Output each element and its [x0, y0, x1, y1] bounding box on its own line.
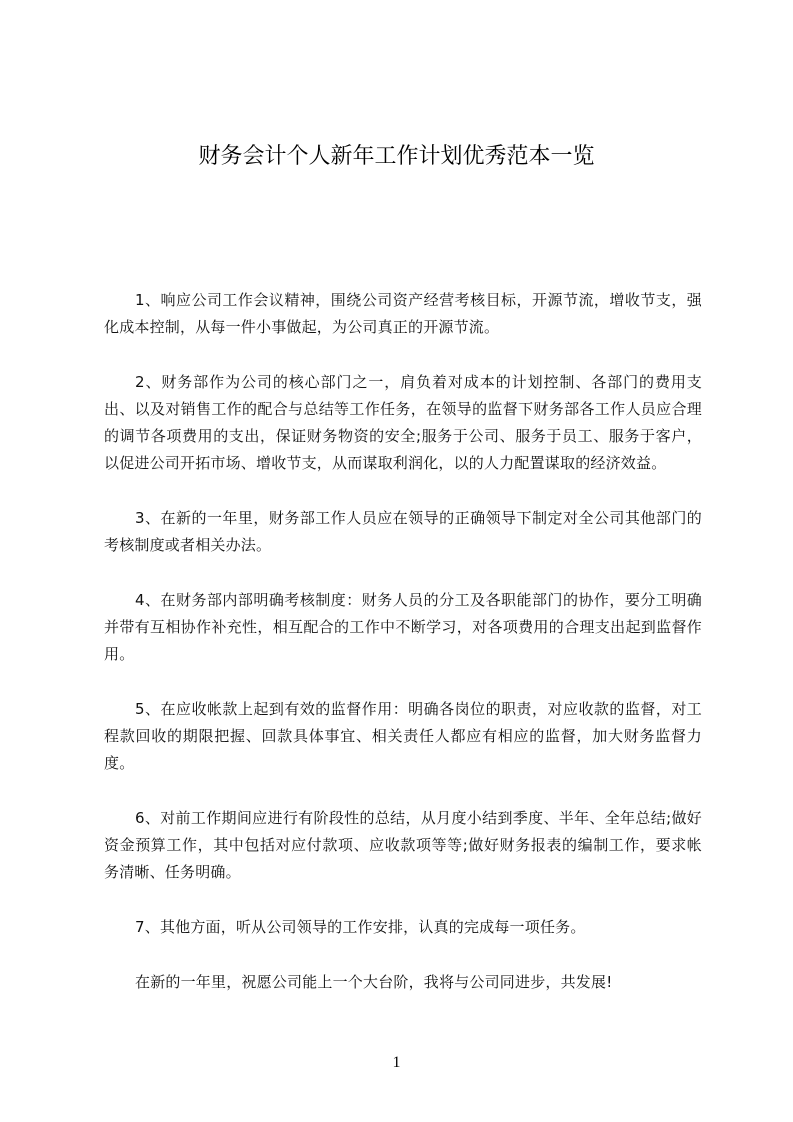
- document-title: 财务会计个人新年工作计划优秀范本一览: [198, 144, 595, 169]
- paragraph-6: 6、对前工作期间应进行有阶段性的总结，从月度小结到季度、半年、全年总结;做好资金预算工作，其中包括对应付款项、应收款项等等;做好财务报表的编制工作，要求帐务清晰、任务明确。: [104, 809, 702, 881]
- paragraph-7: 7、其他方面，听从公司领导的工作安排，认真的完成每一项任务。: [135, 918, 586, 936]
- paragraph-2: 2、财务部作为公司的核心部门之一，肩负着对成本的计划控制、各部门的费用支出、以及对销售工作的配合与总结等工作任务，在领导的监督下财务部各工作人员应合理的调节各项费用的支出，保证财务物资的安全;服务于公司、服务于员工、服务于客户，以促进公司开拓市场、增收节支，从而谋取利润化，以的人力配置谋取的经济效益。: [104, 373, 702, 472]
- document-body: [104, 287, 702, 1024]
- page-number: 1: [392, 1054, 401, 1071]
- paragraph-5: 5、在应收帐款上起到有效的监督作用：明确各岗位的职责，对应收款的监督，对工程款回收的期限把握、回款具体事宜、相关责任人都应有相应的监督，加大财务监督力度。: [104, 700, 702, 772]
- closing-paragraph: 在新的一年里，祝愿公司能上一个大台阶，我将与公司同进步，共发展!: [135, 973, 613, 991]
- paragraph-1: 1、响应公司工作会议精神，围绕公司资产经营考核目标，开源节流，增收节支，强化成本控制，从每一件小事做起，为公司真正的开源节流。: [104, 291, 702, 336]
- paragraph-3: 3、在新的一年里，财务部工作人员应在领导的正确领导下制定对全公司其他部门的考核制度或者相关办法。: [104, 509, 702, 554]
- paragraph-4: 4、在财务部内部明确考核制度：财务人员的分工及各职能部门的协作，要分工明确并带有互相协作补充性，相互配合的工作中不断学习，对各项费用的合理支出起到监督作用。: [104, 591, 702, 663]
